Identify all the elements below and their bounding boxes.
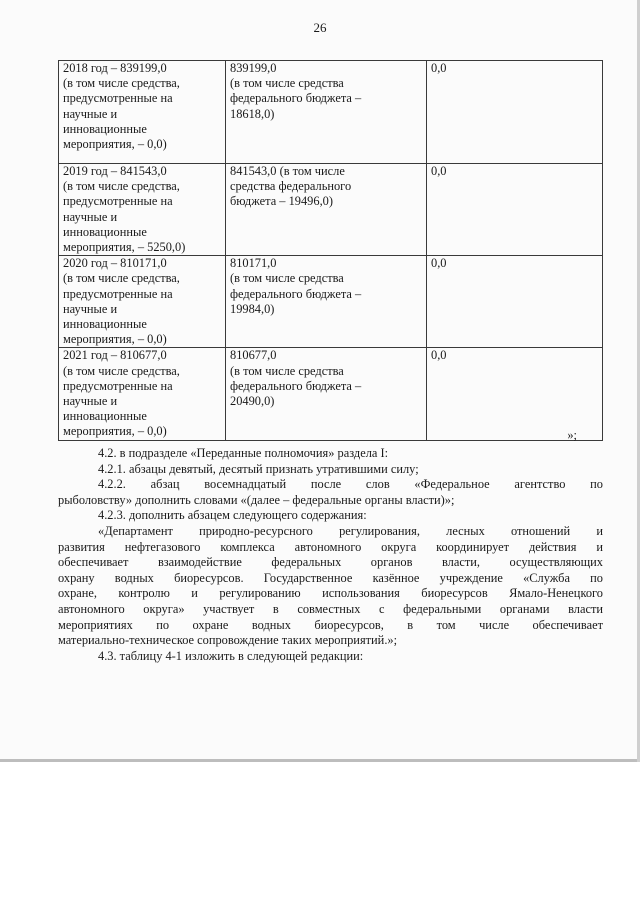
cell-line: 2018 год – 839199,0 <box>63 61 167 75</box>
quoted-line: материально-техническое сопровождение таких мероприятий.»; <box>58 633 398 648</box>
cell-line: федерального бюджета – <box>230 286 362 301</box>
cell-line: предусмотренные на <box>63 378 173 393</box>
cell-line: (в том числе средства <box>230 76 344 91</box>
quoted-line: развития нефтегазового комплекса автономного округа координирует действия и <box>58 539 603 554</box>
quoted-line: обеспечивает взаимодействие федеральных органов власти, осуществляющих <box>58 555 603 570</box>
cell-line: (в том числе средства, <box>63 363 180 378</box>
cell-line: федерального бюджета – <box>230 91 362 106</box>
quoted-line: охрану водных биоресурсов. Государственное казённое учреждение «Служба по <box>58 570 603 585</box>
other-amount-cell <box>427 348 603 440</box>
cell-line: предусмотренные на <box>63 194 173 209</box>
year-total-cell <box>59 256 226 348</box>
quoted-paragraph <box>58 524 603 649</box>
cell-line: 0,0 <box>431 61 447 75</box>
other-amount-cell <box>427 256 603 348</box>
cell-line: 2019 год – 841543,0 <box>63 164 167 178</box>
cell-line: научные и <box>63 106 118 121</box>
cell-line: (в том числе средства <box>230 363 344 378</box>
paragraph-4-3: 4.3. таблицу 4-1 изложить в следующей редакции: <box>98 648 364 663</box>
cell-line: бюджета – 19496,0) <box>230 194 333 209</box>
quoted-line: «Департамент природно-ресурсного регулирования, лесных отношений и <box>98 523 603 538</box>
amount-cell <box>226 256 427 348</box>
paragraph-4-2-3: 4.2.3. дополнить абзацем следующего содержания: <box>98 508 367 523</box>
quoted-line: мероприятиях по охране водных биоресурсов, в том числе обеспечивает <box>58 617 603 632</box>
page-number: 26 <box>313 20 327 35</box>
quoted-line: охране, контролю и регулированию использования биоресурсов Ямало-Ненецкого <box>58 586 603 601</box>
cell-line: 20490,0) <box>230 394 275 409</box>
cell-line: (в том числе средства, <box>63 76 180 91</box>
amount-cell <box>226 61 427 164</box>
body-text <box>58 446 603 664</box>
cell-line: научные и <box>63 394 118 409</box>
table-closing-quote: »; <box>567 428 577 442</box>
table-row <box>59 348 603 440</box>
paragraph-4-2-2-line-2: рыболовству» дополнить словами «(далее – федеральные органы власти)»; <box>58 492 455 507</box>
cell-line: 18618,0) <box>230 106 275 121</box>
paragraph-4-2-2-line-1: 4.2.2. абзац восемнадцатый после слов «Федеральное агентство по <box>98 477 603 492</box>
cell-line: 0,0 <box>431 164 447 178</box>
other-amount-cell <box>427 61 603 164</box>
table-row <box>59 256 603 348</box>
cell-line: мероприятия, – 5250,0) <box>63 240 186 255</box>
table-row <box>59 164 603 256</box>
cell-line: средства федерального <box>230 179 352 194</box>
cell-line: 2020 год – 810171,0 <box>63 256 167 271</box>
paragraph-4-2: 4.2. в подразделе «Переданные полномочия» раздела I: <box>98 446 389 460</box>
other-amount-cell <box>427 164 603 256</box>
year-total-cell <box>59 348 226 440</box>
cell-line: 839199,0 <box>230 61 277 75</box>
cell-line: инновационные <box>63 317 147 332</box>
cell-line: инновационные <box>63 121 147 136</box>
amount-cell <box>226 348 427 440</box>
year-total-cell <box>59 164 226 256</box>
cell-line: (в том числе средства, <box>63 271 180 286</box>
cell-line: научные и <box>63 209 118 224</box>
cell-line: 0,0 <box>431 348 447 363</box>
cell-line: предусмотренные на <box>63 286 173 301</box>
cell-line: 2021 год – 810677,0 <box>63 348 167 363</box>
cell-line: 19984,0) <box>230 301 275 316</box>
cell-line: научные и <box>63 301 118 316</box>
cell-line: предусмотренные на <box>63 91 173 106</box>
budget-table <box>58 60 603 441</box>
table-row <box>59 61 603 164</box>
cell-line: инновационные <box>63 409 147 424</box>
cell-line: (в том числе средства <box>230 271 344 286</box>
cell-line: 0,0 <box>431 256 447 271</box>
cell-line: инновационные <box>63 224 147 239</box>
cell-line: 810677,0 <box>230 348 277 363</box>
cell-line: 810171,0 <box>230 256 277 271</box>
cell-line: 841543,0 (в том числе <box>230 164 345 178</box>
amount-cell <box>226 164 427 256</box>
paragraph-4-2-1: 4.2.1. абзацы девятый, десятый признать утратившими силу; <box>98 461 419 476</box>
quoted-line: автономного округа» участвует в совместных с федеральными органами власти <box>58 601 603 616</box>
cell-line: мероприятия, – 0,0) <box>63 332 167 347</box>
cell-line: мероприятия, – 0,0) <box>63 424 167 439</box>
cell-line: мероприятия, – 0,0) <box>63 137 167 152</box>
cell-line: (в том числе средства, <box>63 179 180 194</box>
year-total-cell <box>59 61 226 164</box>
cell-line: федерального бюджета – <box>230 378 362 393</box>
